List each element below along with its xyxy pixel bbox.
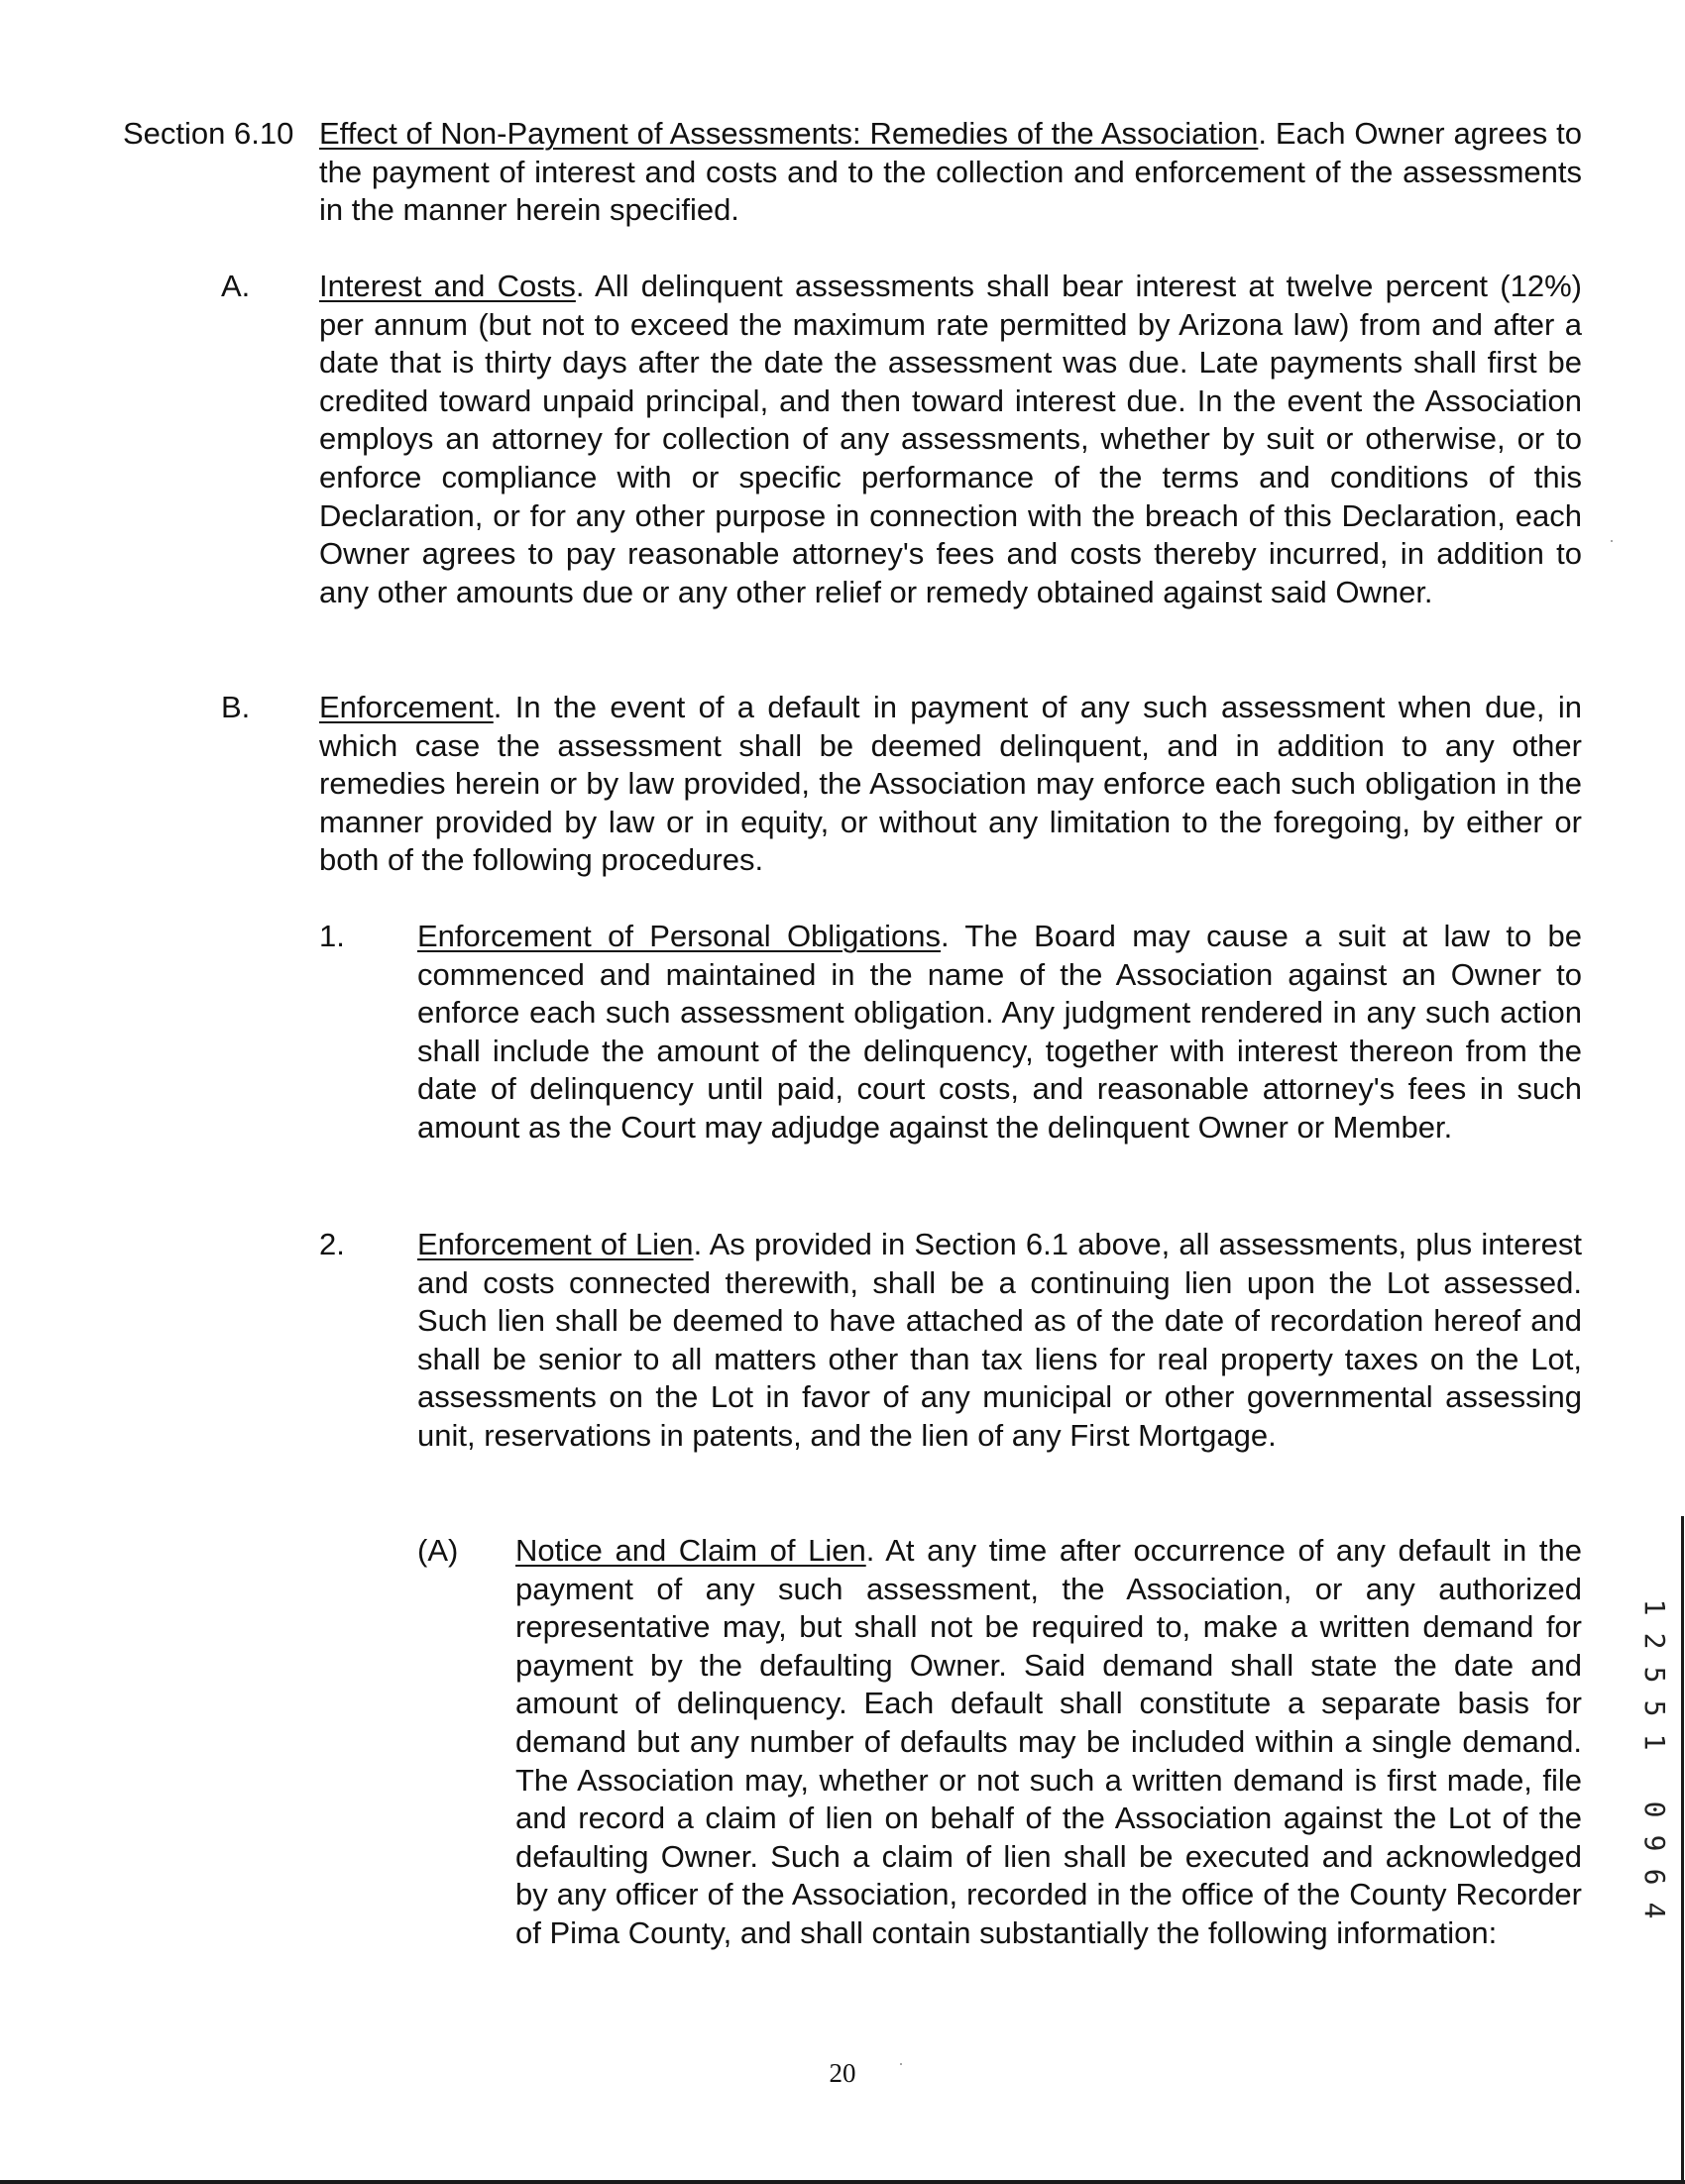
item-a2-marker: (A) <box>417 1533 459 1568</box>
recording-stamp-digit: 4 <box>1638 1902 1671 1919</box>
recording-stamp-page <box>1639 1793 1669 1927</box>
item-2-paragraph <box>417 1226 1582 1456</box>
item-a2-text: . At any time after occurrence of any default in the payment of any such assessment, the Association, or any authorized representative may, but shall not be required to, make a written demand for payment by the defaulting Owner. Said demand shall state the date and amount of delinquency. Each default shall constitute a separate basis for demand but any number of defaults may be included within a single demand. The Association may, whether or not such a written demand is first made, file and record a claim of lien on behalf of the Association against the Lot of the defaulting Owner. Such a claim of lien shall be executed and acknowledged by any officer of the Association, recorded in the office of the County Recorder of Pima County, and shall contain substantially the following information: <box>515 1533 1582 1950</box>
recording-stamp <box>1639 1590 1669 1927</box>
recording-stamp-digit: 6 <box>1638 1868 1671 1886</box>
section-text: . Each Owner agrees to the payment of interest and costs and to the collection and enforcement of the assessments in the manner herein specified. <box>319 116 1582 228</box>
recording-stamp-digit: 5 <box>1638 1699 1671 1717</box>
recording-stamp-digit: 1 <box>1638 1733 1671 1751</box>
section-heading: Effect of Non-Payment of Assessments: Remedies of the Association <box>319 116 1259 151</box>
recording-stamp-docket <box>1639 1590 1669 1759</box>
item-1-text: . The Board may cause a suit at law to be commenced and maintained in the name of the Association against an Owner to enforce each such assessment obligation. Any judgment rendered in any such action shall include the amount of the delinquency, together with interest thereon from the date of delinquency until paid, court costs, and reasonable attorney's fees in such amount as the Court may adjudge against the delinquent Owner or Member. <box>417 919 1583 1145</box>
recording-stamp-digit: 1 <box>1638 1598 1671 1616</box>
item-a-marker: A. <box>221 269 251 303</box>
item-b-heading: Enforcement <box>319 690 494 724</box>
item-1-marker: 1. <box>319 919 345 953</box>
item-b-paragraph <box>319 689 1582 880</box>
item-1-heading: Enforcement of Personal Obligations <box>417 919 942 953</box>
item-b-marker: B. <box>221 690 251 724</box>
scan-edge-right <box>1681 1516 1684 2184</box>
item-2-marker: 2. <box>319 1227 345 1261</box>
item-1-paragraph <box>417 918 1582 1147</box>
scan-speck <box>900 2063 902 2065</box>
recording-stamp-digit: 0 <box>1638 1801 1671 1818</box>
recording-stamp-digit: 2 <box>1638 1632 1671 1650</box>
recording-stamp-digit: 5 <box>1638 1666 1671 1684</box>
item-b-text: . In the event of a default in payment of any such assessment when due, in which case the assessment shall be deemed delinquent, and in addition to any other remedies herein or by law provided, the Association may enforce each such obligation in the manner provided by law or in equity, or without any limitation to the foregoing, by either or both of the following procedures. <box>319 690 1582 878</box>
item-a-heading: Interest and Costs <box>319 269 576 303</box>
scan-edge-bottom <box>0 2180 1685 2184</box>
item-a-paragraph <box>319 268 1582 611</box>
item-2-text: . As provided in Section 6.1 above, all assessments, plus interest and costs connected therewith, shall be a continuing lien upon the Lot assessed. Such lien shall be deemed to have attached as of the date of recordation hereof and shall be senior to all matters other than tax liens for real property taxes on the Lot, assessments on the Lot in favor of any municipal or other governmental assessing unit, reservations in patents, and the lien of any First Mortgage. <box>417 1227 1582 1453</box>
item-a2-paragraph <box>515 1532 1582 1953</box>
item-2-heading: Enforcement of Lien <box>417 1227 694 1261</box>
scan-speck <box>1611 540 1613 542</box>
page-number: 20 <box>829 2058 856 2088</box>
section-label: Section 6.10 <box>123 116 294 151</box>
section-paragraph <box>319 115 1582 230</box>
item-a-text: . All delinquent assessments shall bear interest at twelve percent (12%) per annum (but not to exceed the maximum rate permitted by Arizona law) from and after a date that is thirty days after the date the assessment was due. Late payments shall first be credited toward unpaid principal, and then toward interest due. In the event the Association employs an attorney for collection of any assessments, whether by suit or otherwise, or to enforce compliance with or specific performance of the terms and conditions of this Declaration, or for any other purpose in connection with the breach of this Declaration, each Owner agrees to pay reasonable attorney's fees and costs thereby incurred, in addition to any other amounts due or any other relief or remedy obtained against said Owner. <box>319 269 1582 609</box>
recording-stamp-digit: 9 <box>1638 1834 1671 1852</box>
item-a2-heading: Notice and Claim of Lien <box>515 1533 866 1568</box>
